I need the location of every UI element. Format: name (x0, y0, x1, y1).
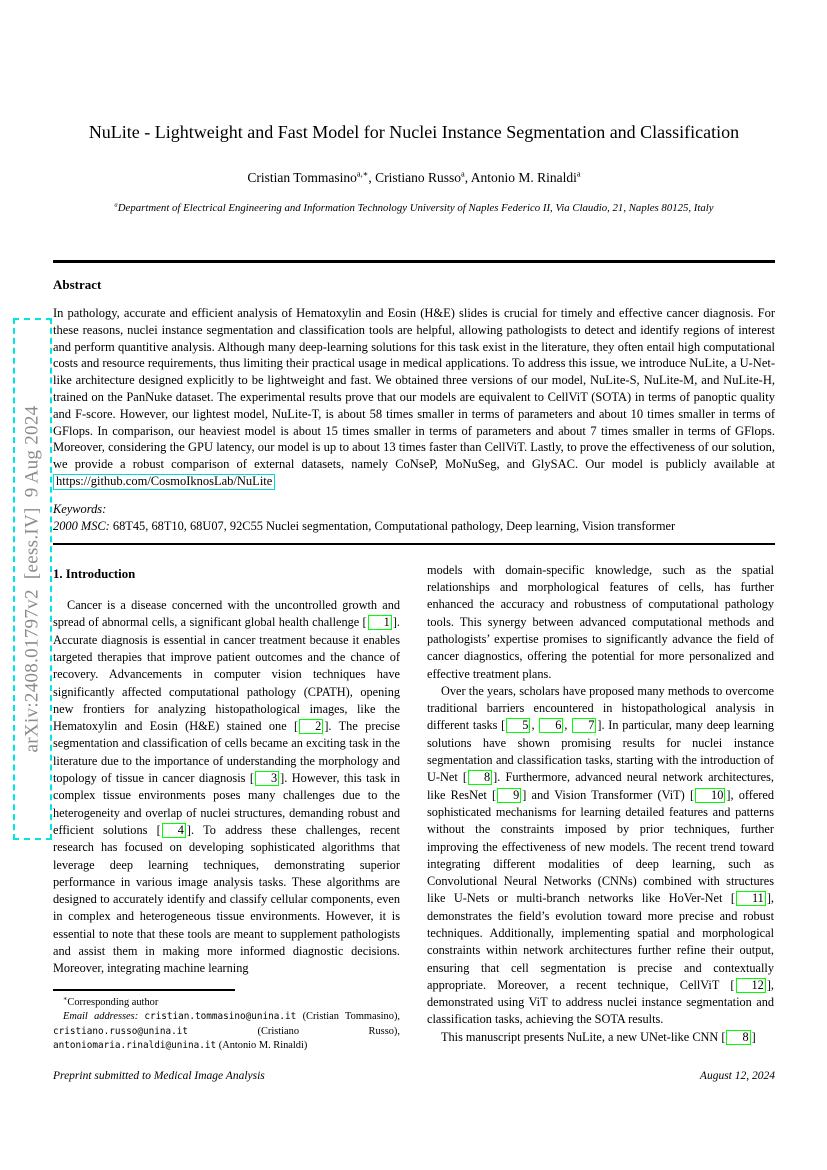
arxiv-watermark-dashed-box (13, 318, 52, 840)
citation-link[interactable]: 8 (726, 1030, 750, 1045)
abstract-bottom-rule (53, 543, 775, 545)
section-1-heading: 1. Introduction (53, 566, 136, 581)
footnote-block (53, 989, 400, 1054)
corresponding-author-note: ∗Corresponding author (63, 995, 159, 1008)
citation-link[interactable]: 5 (506, 718, 530, 733)
left-column (53, 562, 400, 1054)
superscript: a,∗ (356, 169, 369, 179)
two-column-body (53, 562, 775, 1054)
citation-link[interactable]: 7 (572, 718, 596, 733)
citation-link[interactable]: 12 (736, 978, 766, 993)
citation-link[interactable]: 1 (368, 615, 392, 630)
body-paragraph: Cancer is a disease concerned with the uncontrolled growth and spread of abnormal cells, a significant global health challenge [ 1 ]. Accurate diagnosis is essential in cancer treatment because it enables targeted therapies that improve patient outcomes and the chance of recovery. Advancements in computer vision techniques have significantly affected computational pathology (CPATH), opening new frontiers for analyzing histopathological images, like the Hematoxylin and Eosin (H&E) stained one [ 2 ]. The precise segmentation and classification of cells became an exciting task in the literature due to the importance of understanding the morphology and topology of tissue in cancer diagnosis [ 3 ]. However, this task in complex tissue environments poses many challenges due to the heterogeneity and overlap of nuclei structures, demanding robust and efficient solutions [ 4 ]. To address these challenges, recent research has focused on developing sophisticated algorithms that leverage deep learning techniques, demonstrating superior performance in various image analysis tasks. These algorithms are designed to accurately identify and classify cellular components, even in complex and heterogeneous tissue environments. However, it is essential to note that these tools are meant to supplement pathologists and assist them in making more informed diagnostic decisions. Moreover, integrating machine learning (53, 598, 400, 976)
citation-link[interactable]: 11 (736, 891, 766, 906)
authors-line: Cristian Tommasino$^{a,∗}$, Cristiano Russo$^a$, Antonio M. Rinaldi$^a$ (247, 169, 581, 185)
email-address: antoniomaria.rinaldi@unina.it (53, 1040, 217, 1052)
italic-text: 2000 MSC: (53, 518, 110, 533)
paper-title: NuLite - Lightweight and Fast Model for Nuclei Instance Segmentation and Classification (88, 122, 740, 142)
body-paragraph: models with domain-specific knowledge, such as the spatial relationships and morphological features of cells, has further enhanced the accuracy and robustness of computational pathology tools. This synergy between advanced computational methods and pathologists’ expertise promises to significantly advance the field of cancer diagnostics, offering the potential for more personalized and effective treatment plans. (427, 562, 774, 681)
github-url-link[interactable]: https://github.com/CosmoIknosLab/NuLite (53, 474, 275, 490)
abstract-text: In pathology, accurate and efficient analysis of Hematoxylin and Eosin (H&E) slides is crucial for timely and effective cancer diagnosis. For these reasons, nuclei instance segmentation and classification tools are helpful, allowing pathologists to detect and identify regions of interest and perform quantitive analysis. Although many deep-learning solutions for this task exist in the literature, they often entail high computational costs and resource requirements, thus limiting their practical usage in medical applications. To address this issue, we introduce NuLite, a U-Net-like architecture designed explicitly to be lightweight and fast. We obtained three versions of our model, NuLite-S, NuLite-M, and NuLite-H, trained on the PanNuke dataset. The experimental results prove that our models are equivalent to CellViT (SOTA) in terms of panoptic quality and F-score. However, our lightest model, NuLite-T, is about 58 times smaller in terms of parameters and about 10 times smaller in terms of GFlops. In comparison, our heaviest model is about 15 times smaller in terms of parameters and about 7 times smaller in terms of GFlops. Moreover, considering the GPU latency, our model is up to about 13 times faster than CellViT. Lastly, to prove the effectiveness of our solution, we provide a robust comparison of external datasets, namely CoNseP, MoNuSeg, and GlySAC. Our model is publicly available at https://github.com/CosmoIknosLab/NuLite (53, 306, 775, 488)
keywords-block (53, 501, 775, 535)
email-addresses-note: Email addresses: cristian.tommasino@unina.it (Cristian Tommasino), cristiano.russo@unina.it (Cristiano Russo), antoniomaria.rinaldi@unina.it (Antonio M. Rinaldi) (53, 1011, 400, 1052)
abstract-heading: Abstract (53, 277, 102, 292)
footer-preprint-note: Preprint submitted to Medical Image Analysis (53, 1070, 265, 1082)
italic-text: Email addresses: (63, 1011, 145, 1023)
footer-date: August 12, 2024 (699, 1070, 775, 1082)
body-paragraph: This manuscript presents NuLite, a new UNet-like CNN [ 8 ] (441, 1029, 756, 1044)
arxiv-watermark-text: arXiv:2408.01797v2 [eess.IV] 9 Aug 2024 (21, 405, 43, 753)
email-address: cristiano.russo@unina.it (53, 1025, 189, 1037)
right-column (427, 562, 774, 1054)
superscript: a (576, 169, 581, 179)
citation-link[interactable]: 6 (539, 718, 563, 733)
citation-link[interactable]: 4 (162, 823, 186, 838)
right-column-paragraphs (427, 562, 774, 1046)
citation-link[interactable]: 8 (468, 770, 492, 785)
intro-paragraphs (53, 597, 400, 978)
footnote-rule (53, 989, 235, 991)
msc-keywords-line: 2000 MSC: 68T45, 68T10, 68U07, 92C55 Nuclei segmentation, Computational pathology, Deep learning, Vision transformer (53, 518, 676, 533)
abstract-top-rule (53, 260, 775, 263)
page-footer (53, 1070, 775, 1082)
superscript: a (460, 169, 465, 179)
citation-link[interactable]: 9 (497, 788, 521, 803)
superscript: a (114, 201, 118, 209)
email-address: cristian.tommasino@unina.it (144, 1011, 297, 1023)
body-paragraph: Over the years, scholars have proposed many methods to overcome traditional barriers encountered in histopathological analysis in different tasks [ 5 , 6 , 7 ]. In particular, many deep learning solutions have shown promising results for nuclei instance segmentation and classification tasks, starting with the introduction of U-Net [ 8 ]. Furthermore, advanced neural network architectures, like ResNet [ 9 ] and Vision Transformer (ViT) [ 10 ], offered sophisticated mechanisms for learning detailed features and patterns without the constraints imposed by prior techniques, further improving the effectiveness of new models. The recent trend toward integrating different modalities of deep learning, such as Convolutional Neural Networks (CNNs) combined with structures like U-Nets or multi-branch networks like HoVer-Net [ 11 ], demonstrates the field’s evolution toward more precise and robust techniques. Additionally, implementing spatial and morphological constraints within network architectures further refine their output, ensuring that cell segmentation is precise and contextually appropriate. Moreover, a recent technique, CellViT [ 12 ], demonstrated using ViT to address nuclei instance segmentation and classification tasks, achieving the SOTA results. (427, 683, 774, 1027)
keywords-label: Keywords: (53, 501, 107, 516)
affiliation-line: $^a$Department of Electrical Engineering and Information Technology University of Naples Federico II, Via Claudio, 21, Naples 80125, Italy (114, 201, 714, 214)
citation-link[interactable]: 3 (255, 771, 279, 786)
citation-link[interactable]: 10 (695, 788, 725, 803)
superscript: ∗ (63, 995, 68, 1003)
citation-link[interactable]: 2 (299, 719, 323, 734)
